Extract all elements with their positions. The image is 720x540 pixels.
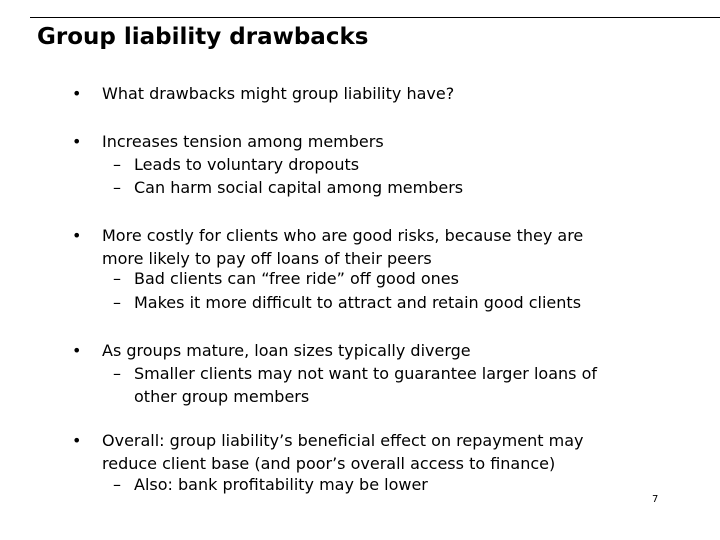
- sub-bullet-text: Leads to voluntary dropouts: [134, 155, 360, 174]
- bullet-text: Overall: group liability’s beneficial effect on repayment may reduce client base (and poor’s overall access to finance): [102, 431, 584, 473]
- sub-bullet-text: Can harm social capital among members: [134, 178, 464, 197]
- sub-bullet-text: Smaller clients may not want to guarantee larger loans of other group members: [134, 364, 597, 406]
- dash-icon: –: [113, 178, 121, 197]
- dash-icon: –: [113, 475, 121, 494]
- bullet-text: As groups mature, loan sizes typically diverge: [102, 341, 471, 360]
- sub-bullet-text: Also: bank profitability may be lower: [134, 475, 428, 494]
- dash-icon: –: [113, 269, 121, 288]
- bullet-dot-icon: •: [72, 431, 82, 450]
- page-number: 7: [652, 494, 659, 505]
- bullet-dot-icon: •: [72, 341, 82, 360]
- sub-bullet-text: Makes it more difficult to attract and retain good clients: [134, 293, 582, 312]
- sub-bullet-text: Bad clients can “free ride” off good ones: [134, 269, 459, 288]
- bullet-dot-icon: •: [72, 132, 82, 151]
- bullet-text: Increases tension among members: [102, 132, 384, 151]
- bullet-text: What drawbacks might group liability have?: [102, 84, 455, 103]
- dash-icon: –: [113, 364, 121, 383]
- dash-icon: –: [113, 155, 121, 174]
- dash-icon: –: [113, 293, 121, 312]
- bullet-text: More costly for clients who are good risks, because they are more likely to pay off loans of their peers: [102, 226, 584, 268]
- slide-title: Group liability drawbacks: [37, 24, 369, 50]
- top-rule: [30, 17, 720, 18]
- bullet-dot-icon: •: [72, 84, 82, 103]
- bullet-dot-icon: •: [72, 226, 82, 245]
